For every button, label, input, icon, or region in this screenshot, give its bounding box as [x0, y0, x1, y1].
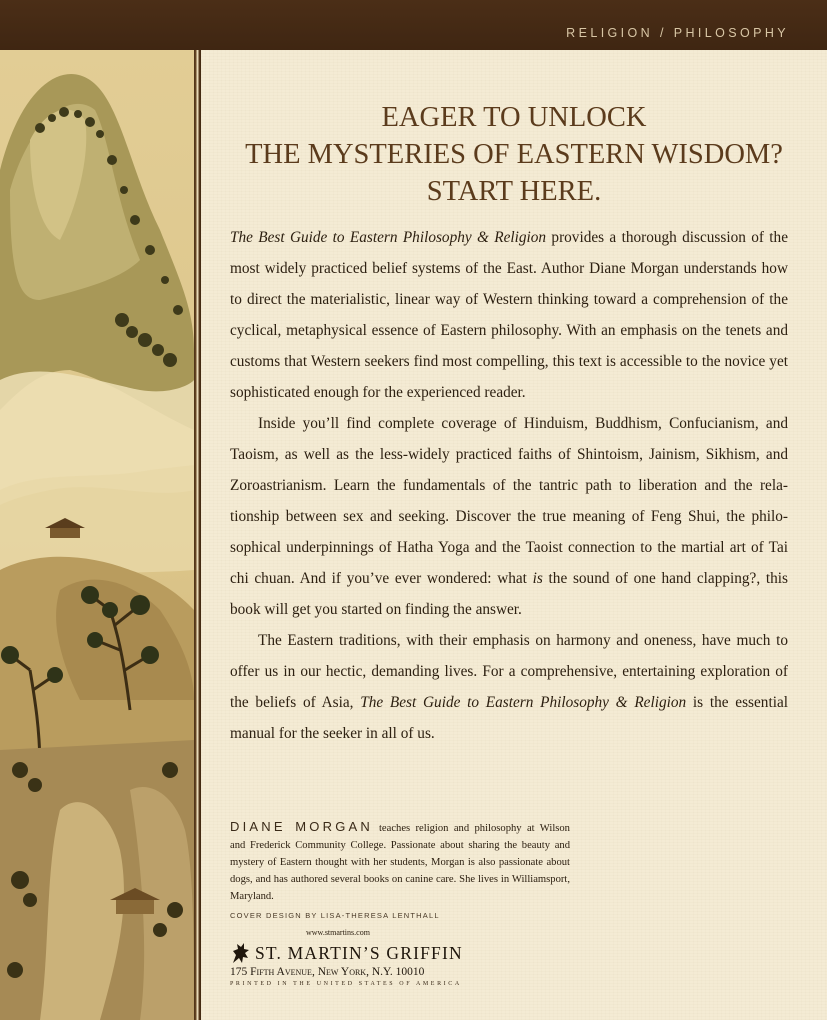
- category-label: RELIGION / PHILOSOPHY: [566, 26, 789, 40]
- top-header-band: [0, 0, 827, 50]
- headline-line-1: EAGER TO UNLOCK: [381, 102, 647, 133]
- paragraph-3: The Eastern traditions, with their emphasis on harmony and oneness, have much to offer us in our hectic, demanding lives. For a comprehensive, entertaining exploration of the beliefs of Asia, The Best Guide to Eastern Philosophy & Religion is the essential manual for the seeker in all of us.: [230, 632, 788, 742]
- printed-in: PRINTED IN THE UNITED STATES OF AMERICA: [230, 981, 462, 987]
- author-bio: [230, 818, 570, 905]
- publisher-block: [230, 941, 530, 987]
- publisher-address: 175 Fifth Avenue, New York, N.Y. 10010: [230, 966, 425, 978]
- paragraph-2: Inside you’ll find complete coverage of Hinduism, Buddhism, Confucianism, and Taoism, as well as the less-widely practiced faiths of Shintoism, Jainism, Sikhism, and Zoroastrianism. Learn the fundamentals of the tantric path to liberation and the relationship between sex and seeking. Discover the true meaning of Feng Shui, the philosophical underpinnings of Hatha Yoga and the Taoist connection to the martial art of Tai chi chuan. And if you’ve ever wondered: what is the sound of one hand clapping?, this book will get you started on finding the answer.: [230, 415, 788, 618]
- vertical-divider: [194, 50, 201, 1020]
- book-title: The Best Guide to Eastern Philosophy & Religion: [230, 229, 547, 246]
- author-name: DIANE MORGAN: [230, 819, 373, 834]
- landscape-painting: [0, 50, 194, 1020]
- author-bio-text: teaches religion and philosophy at Wilson and Frederick Community College. Passionate about sharing the beauty and mystery of Eastern thought with her students, Morgan is also passionate about dogs, and has authored several books on canine care. She lives in Williamsport, Maryland.: [230, 823, 570, 902]
- description-body: [230, 222, 788, 749]
- publisher-name: ST. MARTIN’S GRIFFIN: [255, 942, 463, 963]
- back-cover-content: [201, 50, 827, 1020]
- book-title: The Best Guide to Eastern Philosophy & Religion: [360, 694, 687, 711]
- griffin-logo-icon: [230, 941, 252, 965]
- cover-design-credit: COVER DESIGN BY LISA-THERESA LENTHALL: [230, 911, 440, 920]
- paragraph-1: The Best Guide to Eastern Philosophy & Religion provides a thorough discussion of the most widely practiced belief systems of the East. Author Diane Morgan understands how to direct the materialistic, linear way of Western thinking toward a comprehension of the cyclical, metaphysical essence of Eastern philosophy. With an emphasis on the tenets and customs that Western seekers find most compelling, this text is accessible to the novice yet sophisticated enough for the experienced reader.: [230, 229, 788, 401]
- publisher-website[interactable]: www.stmartins.com: [306, 928, 370, 937]
- headline-line-2: THE MYSTERIES OF EASTERN WISDOM?: [245, 139, 783, 170]
- headline: [201, 99, 827, 210]
- headline-line-3: START HERE.: [426, 176, 602, 207]
